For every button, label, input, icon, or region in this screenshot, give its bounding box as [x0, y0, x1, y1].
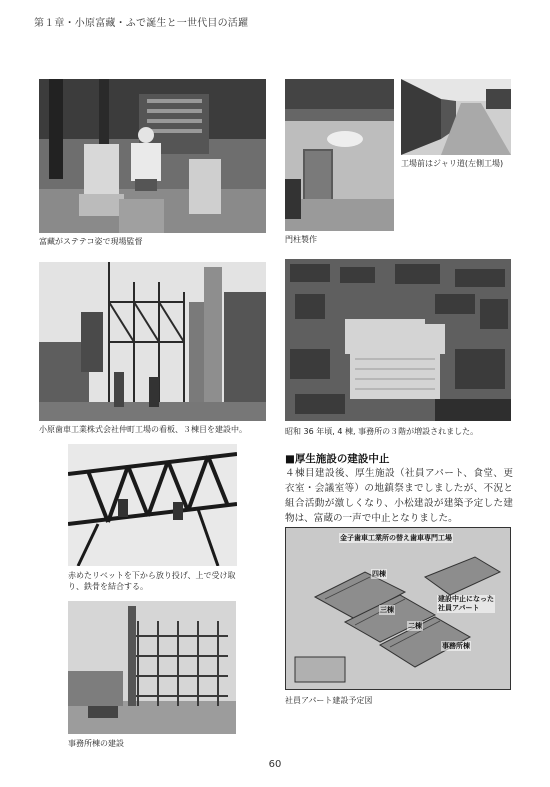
caption-gate-pillar: 門柱製作 — [285, 235, 317, 244]
photo-apartment-plan-sketch — [285, 527, 511, 690]
photo-aerial-view — [285, 259, 511, 421]
photo-gravel-road — [401, 79, 511, 155]
section-body: ４棟目建設後、厚生施設（社員アパート、食堂、更衣室・会議室等）の地鎮祭までしましたが、不況と組合活動が激しくなり、小松建設が建築予定した建物は、富蔵の一声で中止となりました。 — [285, 468, 513, 524]
caption-gravel-road: 工場前はジャリ道(左側工場) — [401, 159, 504, 168]
caption-supervisor: 富藏がステテコ姿で現場監督 — [39, 237, 143, 246]
sketch-building2-label: 二棟 — [408, 622, 422, 630]
sketch-building3-label: 三棟 — [380, 606, 394, 614]
photo-gate-pillar — [285, 79, 394, 231]
photo-supervisor — [39, 79, 266, 233]
sketch-apartment-label: 建設中止になった社員アパート — [438, 595, 494, 612]
sketch-office-label: 事務所棟 — [442, 642, 470, 650]
caption-aerial-view: 昭和 36 年頃, 4 棟, 事務所の３階が増設されました。 — [285, 427, 479, 436]
chapter-header: 第１章・小原富藏・ふで誕生と一世代目の活躍 — [34, 18, 249, 29]
photo-signboard — [39, 262, 266, 421]
sketch-building4-label: 四棟 — [372, 570, 386, 578]
caption-office-construction: 事務所棟の建設 — [68, 739, 124, 748]
photo-riveting — [68, 444, 237, 566]
photo-office-construction — [68, 601, 236, 734]
caption-riveting: 赤めたリベットを下から放り投げ、上で受け取り、鉄骨を結合する。 — [68, 571, 236, 591]
caption-apartment-plan: 社員アパート建設予定図 — [285, 696, 373, 705]
section-title: ■厚生施設の建設中止 — [285, 453, 390, 465]
page-number: 60 — [268, 759, 282, 770]
sketch-title-label: 金子歯車工業所の替え歯車専門工場 — [340, 534, 452, 542]
caption-signboard: 小原歯車工業株式会社仲町工場の看板、３棟目を建設中。 — [39, 425, 247, 434]
